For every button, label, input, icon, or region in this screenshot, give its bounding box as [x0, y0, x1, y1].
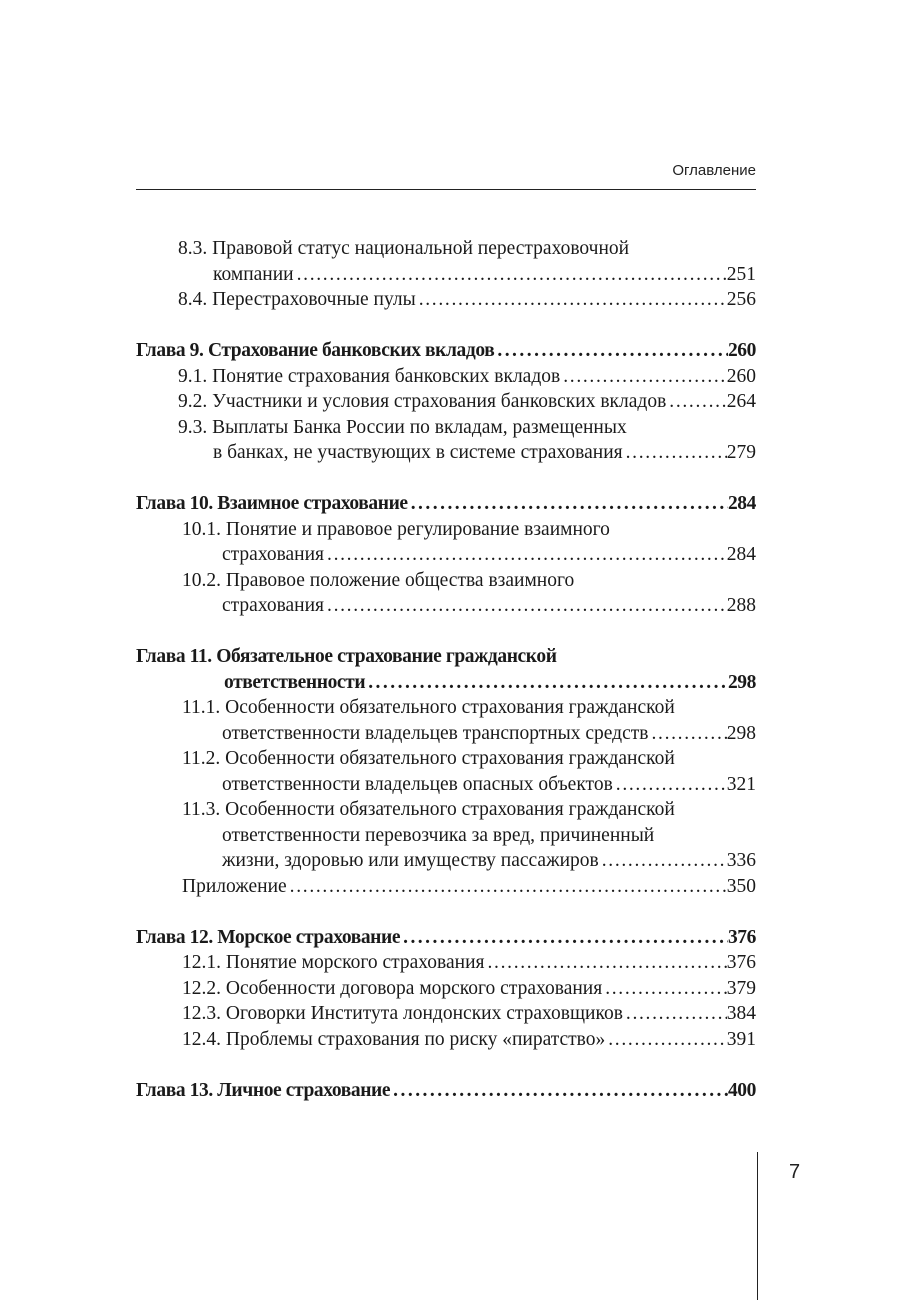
toc-page-ch9: 260	[727, 340, 756, 361]
toc-page-12-3: 384	[726, 1003, 756, 1024]
dot-leader	[324, 593, 727, 619]
toc-entry-12-1	[136, 950, 756, 976]
toc-entry-9-2-title: 9.2. Участники и условия страхования банковских вкладов	[178, 391, 667, 412]
toc-entry-12-3	[136, 1001, 756, 1027]
page-number-rule	[757, 1152, 758, 1300]
toc-entry-11-2-line2: ответственности владельцев опасных объектов	[222, 773, 613, 795]
toc-entry-10-1-line2: страхования	[222, 544, 325, 565]
toc-page-ch10: 284	[727, 493, 756, 514]
dot-leader	[494, 338, 728, 364]
dot-leader	[324, 542, 727, 568]
dot-leader	[287, 874, 727, 900]
dot-leader	[648, 721, 726, 747]
toc-chapter-11	[136, 670, 756, 696]
toc-page-11-3: 336	[726, 850, 756, 871]
toc-entry-9-3-line2: в банках, не участвующих в системе страхования	[213, 442, 623, 463]
toc-chapter-13-title: Глава 13. Личное страхование	[136, 1079, 391, 1101]
toc-chapter-9-title: Глава 9. Страхование банковских вкладов	[136, 340, 495, 361]
toc-entry-11-3-line3: жизни, здоровью или имуществу пассажиров	[222, 850, 599, 871]
toc-entry-9-1-title: 9.1. Понятие страхования банковских вкладов	[178, 365, 561, 387]
dot-leader	[666, 389, 726, 415]
toc-entry-10-2	[136, 593, 756, 619]
toc-page-12-2: 379	[726, 977, 756, 999]
toc-chapter-13	[136, 1078, 756, 1104]
toc-page-12-1: 376	[726, 952, 756, 973]
toc-entry-9-3-line1: 9.3. Выплаты Банка России по вкладам, размещенных	[178, 416, 627, 438]
toc-page-12-4: 391	[726, 1028, 756, 1050]
toc-entry-8-3	[136, 262, 756, 288]
toc-entry-11-1-line1: 11.1. Особенности обязательного страхования гражданской	[182, 697, 675, 718]
toc-page-10-2: 288	[726, 595, 756, 616]
toc-page-10-1: 284	[726, 544, 756, 565]
toc-chapter-10	[136, 491, 756, 517]
toc-entry-9-2	[136, 389, 756, 415]
toc-entry-8-4	[136, 287, 756, 313]
toc-chapter-12	[136, 925, 756, 951]
toc-chapter-11-line1: Глава 11. Обязательное страхование гражданской	[136, 646, 557, 667]
toc-page-8-3: 251	[726, 263, 756, 285]
dot-leader	[560, 364, 727, 390]
header-rule	[136, 189, 756, 190]
toc-entry-12-2	[136, 976, 756, 1002]
toc-entry-8-4-title: 8.4. Перестраховочные пулы	[178, 289, 416, 310]
toc-entry-12-4	[136, 1027, 756, 1053]
toc-page-appendix: 350	[726, 875, 756, 897]
toc-entry-11-1	[136, 721, 756, 747]
dot-leader	[623, 1001, 727, 1027]
toc-entry-12-4-title: 12.4. Проблемы страхования по риску «пиратство»	[182, 1028, 606, 1050]
dot-leader	[416, 287, 727, 313]
toc-page-ch12: 376	[727, 926, 756, 948]
dot-leader	[605, 1027, 727, 1053]
toc-entry-12-2-title: 12.2. Особенности договора морского страхования	[182, 977, 603, 999]
spacer	[136, 619, 756, 645]
table-of-contents	[136, 236, 756, 1103]
running-header: Оглавление	[672, 162, 756, 179]
toc-chapter-9	[136, 338, 756, 364]
dot-leader	[294, 262, 727, 288]
dot-leader	[599, 848, 727, 874]
toc-entry-11-1-line2: ответственности владельцев транспортных средств	[222, 722, 649, 744]
dot-leader	[408, 491, 728, 517]
toc-entry-9-3	[136, 440, 756, 466]
spacer	[136, 899, 756, 925]
dot-leader	[623, 440, 727, 466]
toc-entry-11-2-line1: 11.2. Особенности обязательного страхования гражданской	[182, 748, 675, 769]
dot-leader	[365, 670, 728, 696]
toc-entry-12-1-title: 12.1. Понятие морского страхования	[182, 952, 485, 973]
toc-entry-appendix-title: Приложение	[182, 875, 287, 897]
toc-page-9-2: 264	[726, 391, 756, 412]
toc-page-ch11: 298	[727, 671, 756, 693]
toc-entry-appendix	[136, 874, 756, 900]
toc-entry-10-2-line1: 10.2. Правовое положение общества взаимного	[182, 569, 575, 591]
toc-page-9-1: 260	[726, 365, 756, 387]
dot-leader	[602, 976, 727, 1002]
dot-leader	[485, 950, 727, 976]
page-number: 7	[789, 1161, 801, 1183]
toc-page-11-1: 298	[726, 722, 756, 744]
spacer	[136, 466, 756, 492]
toc-entry-10-1	[136, 542, 756, 568]
dot-leader	[400, 925, 728, 951]
toc-page-ch13: 400	[727, 1079, 756, 1101]
dot-leader	[613, 772, 727, 798]
toc-entry-8-3-line2: компании	[213, 263, 294, 285]
toc-entry-10-1-line1: 10.1. Понятие и правовое регулирование взаимного	[182, 518, 610, 540]
toc-chapter-11-line2: ответственности	[224, 671, 366, 693]
toc-page-11-2: 321	[726, 773, 756, 795]
toc-entry-11-3-line1: 11.3. Особенности обязательного страхования гражданской	[182, 799, 675, 820]
toc-entry-9-1	[136, 364, 756, 390]
toc-chapter-12-title: Глава 12. Морское страхование	[136, 926, 401, 948]
toc-entry-12-3-title: 12.3. Оговорки Института лондонских страховщиков	[182, 1003, 623, 1024]
toc-page-8-4: 256	[726, 289, 756, 310]
spacer	[136, 313, 756, 339]
toc-chapter-10-title: Глава 10. Взаимное страхование	[136, 493, 408, 514]
toc-entry-11-3-line2: ответственности перевозчика за вред, причиненный	[222, 824, 655, 846]
toc-entry-11-3	[136, 848, 756, 874]
toc-entry-10-2-line2: страхования	[222, 595, 325, 616]
spacer	[136, 1052, 756, 1078]
toc-page-9-3: 279	[726, 442, 756, 463]
toc-entry-11-2	[136, 772, 756, 798]
dot-leader	[390, 1078, 728, 1104]
toc-entry-8-3-line1: 8.3. Правовой статус национальной перестраховочной	[178, 238, 630, 259]
